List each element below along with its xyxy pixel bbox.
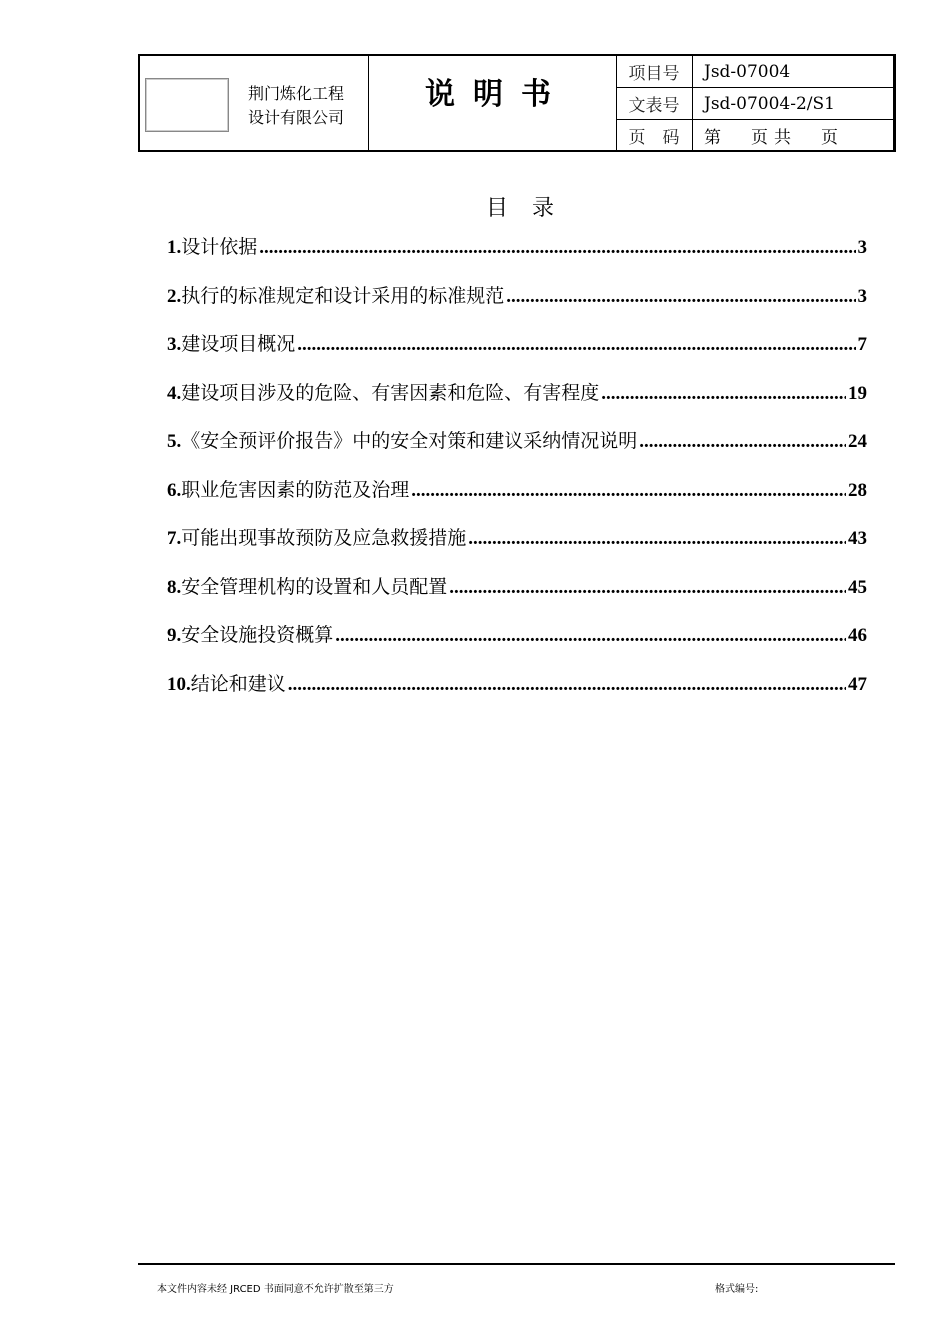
toc-entry[interactable]	[167, 232, 867, 281]
toc-entry-number: 2.	[167, 285, 182, 307]
toc-entry-number: 8.	[167, 576, 182, 598]
toc-entry-title: 设计依据	[181, 236, 258, 258]
footer-divider	[138, 1263, 895, 1265]
document-header	[138, 54, 896, 152]
toc-entry-title: 《安全预评价报告》中的安全对策和建议采纳情况说明	[181, 430, 638, 452]
toc-leader-dots	[449, 577, 846, 599]
toc-entry[interactable]	[167, 669, 867, 718]
toc-leader-dots	[468, 528, 846, 550]
toc-entry-title: 建设项目涉及的危险、有害因素和危险、有害程度	[181, 381, 600, 404]
page-gong: 共	[774, 128, 791, 148]
toc-entry-page: 19	[848, 382, 867, 404]
toc-entry-page: 46	[848, 625, 867, 646]
toc-entry-number: 6.	[167, 479, 182, 501]
project-number-value: Jsd-07004	[704, 61, 791, 82]
toc-entry[interactable]	[167, 523, 867, 572]
document-title: 说明书	[425, 77, 569, 112]
toc-entry-title: 安全管理机构的设置和人员配置	[181, 575, 448, 598]
company-logo-placeholder	[145, 78, 229, 132]
toc-entry-title: 职业危害因素的防范及治理	[181, 478, 410, 501]
page-ye: 页	[751, 128, 768, 148]
table-of-contents	[167, 232, 867, 717]
page-code-value	[704, 120, 838, 151]
toc-entry-title: 可能出现事故预防及应急救援措施	[181, 527, 467, 549]
toc-entry-page: 7	[857, 334, 867, 355]
toc-entry-page: 24	[848, 431, 867, 452]
toc-entry-number: 10.	[167, 673, 191, 695]
toc-entry-number: 9.	[167, 625, 182, 646]
toc-leader-dots	[506, 286, 855, 308]
toc-title: 目录	[485, 196, 578, 221]
footer-confidentiality-note: 本文件内容未经 JRCED 书面同意不允许扩散至第三方	[157, 1284, 394, 1295]
toc-entry[interactable]	[167, 572, 867, 621]
page-di: 第	[704, 128, 721, 148]
toc-entry-number: 4.	[167, 382, 182, 404]
toc-entry[interactable]	[167, 475, 867, 524]
toc-entry[interactable]	[167, 329, 867, 378]
page-ye2: 页	[821, 128, 838, 148]
toc-entry-title: 建设项目概况	[181, 333, 296, 355]
toc-entry[interactable]	[167, 620, 867, 669]
form-number-value: Jsd-07004-2/S1	[704, 93, 835, 114]
toc-entry-number: 7.	[167, 528, 182, 549]
toc-entry-page: 45	[848, 576, 867, 598]
toc-entry[interactable]	[167, 378, 867, 427]
project-number-label: 项目号	[628, 64, 680, 84]
header-divider	[692, 56, 693, 150]
toc-leader-dots	[297, 334, 855, 356]
form-number-label: 文表号	[628, 96, 680, 116]
footer-format-number: 格式编号:	[715, 1284, 759, 1295]
toc-entry-number: 3.	[167, 334, 182, 355]
toc-leader-dots	[259, 237, 855, 259]
company-name-line2: 设计有限公司	[248, 108, 345, 127]
toc-leader-dots	[411, 480, 846, 502]
toc-entry-title: 结论和建议	[190, 672, 286, 695]
toc-entry-title: 执行的标准规定和设计采用的标准规范	[181, 284, 505, 307]
toc-entry-number: 1.	[167, 237, 182, 258]
toc-entry-title: 安全设施投资概算	[181, 624, 334, 646]
toc-entry-page: 3	[857, 285, 867, 307]
company-name-line1: 荆门炼化工程	[248, 84, 345, 103]
toc-entry[interactable]	[167, 426, 867, 475]
toc-leader-dots	[335, 625, 846, 647]
toc-entry-page: 47	[848, 673, 867, 695]
toc-entry[interactable]	[167, 281, 867, 330]
toc-leader-dots	[639, 431, 846, 453]
toc-leader-dots	[288, 674, 846, 696]
toc-entry-page: 3	[857, 237, 867, 258]
toc-entry-number: 5.	[167, 431, 182, 452]
toc-leader-dots	[601, 383, 846, 405]
toc-entry-page: 28	[848, 479, 867, 501]
toc-entry-page: 43	[848, 528, 867, 549]
company-name	[248, 82, 370, 130]
page-code-label: 页 码	[628, 128, 680, 148]
